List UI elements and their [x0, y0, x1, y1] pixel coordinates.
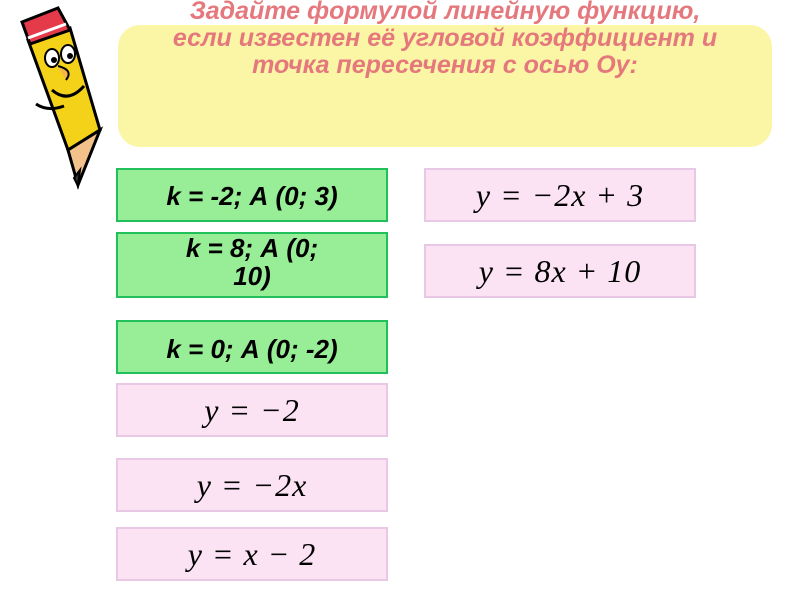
answer-left-2-formula: y = −2x	[196, 466, 308, 503]
answer-left-1[interactable]	[116, 383, 388, 437]
task-1-point: А (0; 3)	[249, 181, 338, 211]
task-3-k: k = 0;	[166, 334, 234, 364]
task-2	[116, 232, 388, 298]
answer-right-2-formula: y = 8x + 10	[478, 252, 642, 289]
task-1-k: k = -2;	[166, 181, 243, 211]
cartoon-pencil-icon	[8, 0, 108, 200]
answer-left-1-formula: y = −2	[204, 391, 300, 428]
answer-right-2[interactable]	[424, 244, 696, 298]
answer-left-2[interactable]	[116, 458, 388, 512]
task-3	[116, 320, 388, 374]
task-3-point: А (0; -2)	[240, 334, 338, 364]
task-2-point: А (0; 10)	[233, 233, 319, 291]
task-1	[116, 168, 388, 222]
answer-left-3-formula: y = x − 2	[187, 535, 317, 572]
answer-left-3[interactable]	[116, 527, 388, 581]
answer-right-1[interactable]	[424, 168, 696, 222]
task-title: Задайте формулой линейную функцию, если известен её угловой коэффициент и точка пересечения с осью Оу:	[172, 0, 718, 79]
task-2-k: k = 8;	[185, 233, 254, 263]
answer-right-1-formula: y = −2x + 3	[475, 176, 645, 213]
